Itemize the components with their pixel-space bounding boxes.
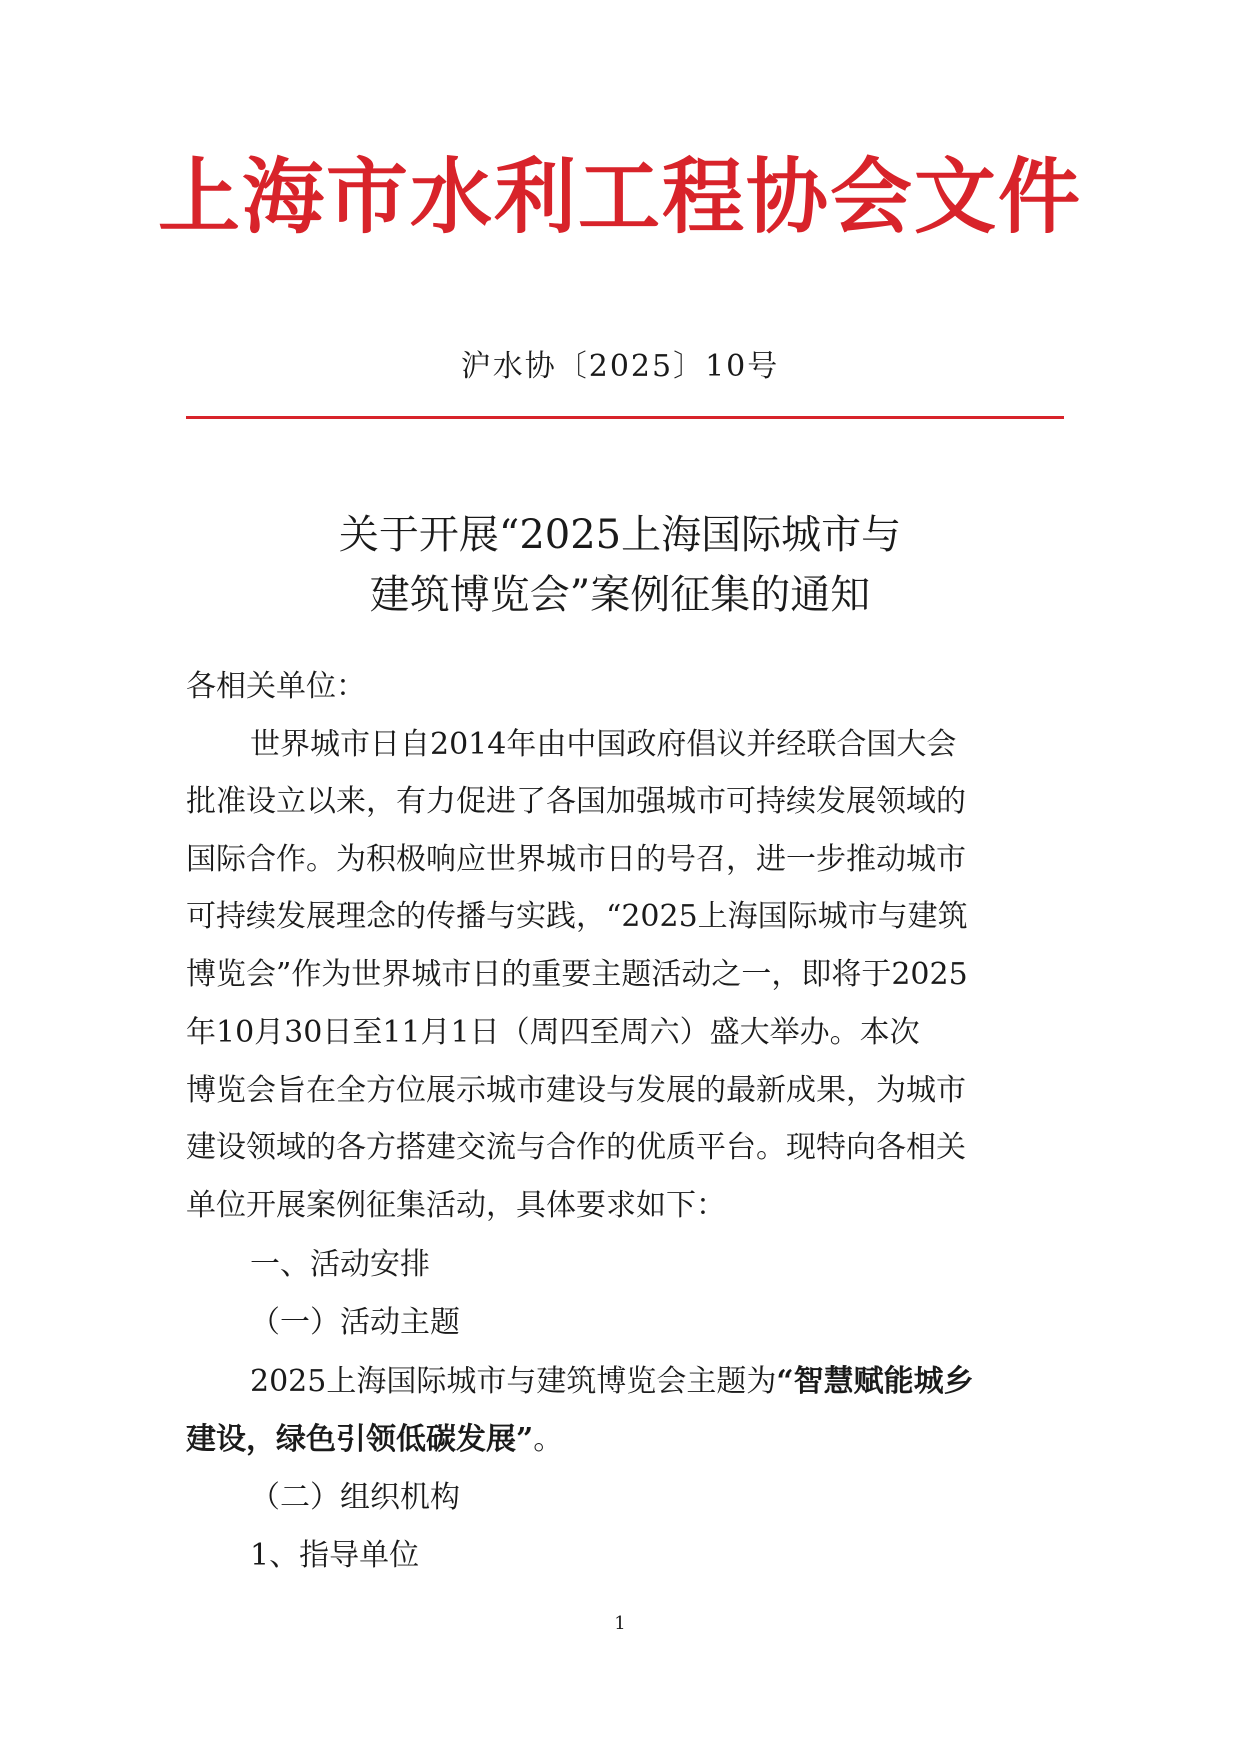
page-number: 1 (614, 1613, 626, 1634)
theme-intro-text: 2025上海国际城市与建筑博览会主题为 (250, 1364, 777, 1399)
paragraph-line: 世界城市日自2014年由中国政府倡议并经联合国大会 (250, 727, 957, 762)
notice-title-line-2: 建筑博览会”案例征集的通知 (369, 572, 871, 618)
paragraph-line: 单位开展案例征集活动，具体要求如下： (186, 1188, 726, 1223)
red-divider-rule (186, 416, 1064, 419)
item-heading: 1、指导单位 (250, 1538, 420, 1573)
paragraph-line: 国际合作。为积极响应世界城市日的号召，进一步推动城市 (186, 842, 966, 877)
theme-slogan-part-2: 建设，绿色引领低碳发展” (186, 1422, 534, 1457)
theme-line-1 (250, 1362, 974, 1402)
salutation: 各相关单位： (186, 669, 366, 704)
document-number: 沪水协〔2025〕10号 (460, 349, 780, 384)
notice-title-line-1: 关于开展“2025上海国际城市与 (338, 512, 902, 558)
paragraph-line: 博览会旨在全方位展示城市建设与发展的最新成果，为城市 (186, 1073, 966, 1108)
paragraph-line: 博览会”作为世界城市日的重要主题活动之一，即将于2025 (186, 957, 968, 992)
paragraph-line: 年10月30日至11月1日（周四至周六）盛大举办。本次 (186, 1015, 920, 1050)
paragraph-line: 建设领域的各方搭建交流与合作的优质平台。现特向各相关 (186, 1130, 966, 1165)
paragraph-line: 可持续发展理念的传播与实践，“2025上海国际城市与建筑 (186, 899, 968, 934)
subsection-heading: （二）组织机构 (250, 1480, 460, 1515)
document-issuer-title: 上海市水利工程协会文件 (157, 150, 1082, 245)
subsection-heading: （一）活动主题 (250, 1305, 460, 1340)
paragraph-line: 批准设立以来，有力促进了各国加强城市可持续发展领域的 (186, 784, 966, 819)
section-heading: 一、活动安排 (250, 1247, 430, 1282)
theme-line-end-punctuation: 。 (533, 1422, 564, 1457)
theme-line-2 (186, 1420, 563, 1460)
theme-slogan-part-1: “智慧赋能城乡 (776, 1364, 974, 1399)
